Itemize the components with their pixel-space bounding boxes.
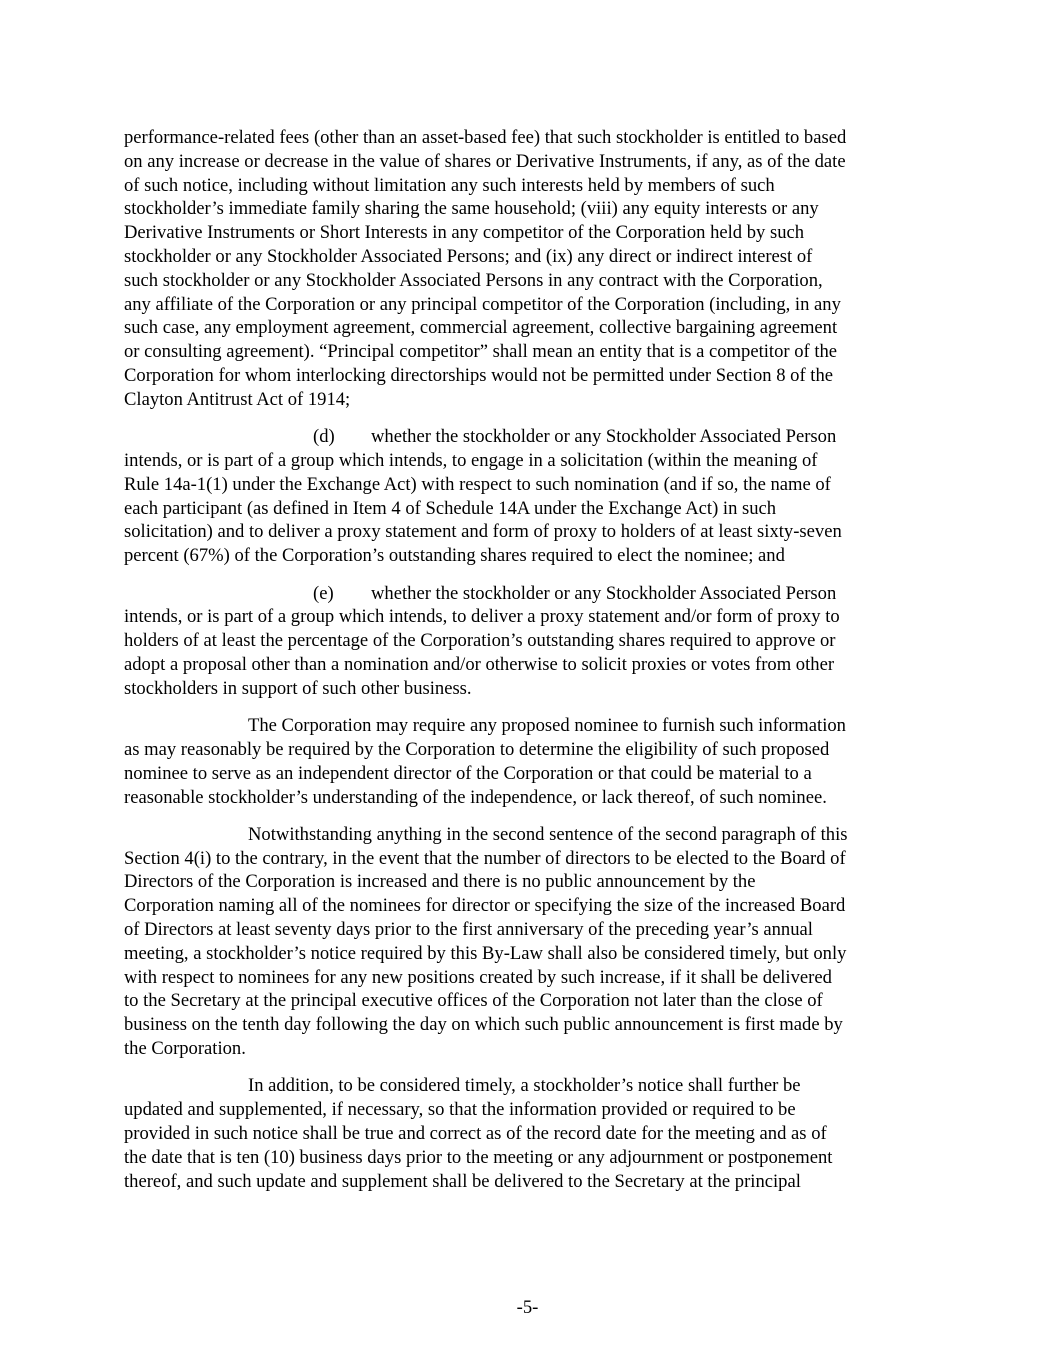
text-line: intends, or is part of a group which intends, to engage in a solicitation (within the meaning of [124,449,818,471]
text-line: nominee to serve as an independent director of the Corporation or that could be material to a [124,762,812,784]
text-line: the date that is ten (10) business days prior to the meeting or any adjournment or postponement [124,1146,833,1168]
paragraph-gap [124,701,930,715]
text-line: Corporation for whom interlocking directorships would not be permitted under Section 8 of the [124,364,833,386]
page-number: -5- [516,1297,539,1318]
text-line: reasonable stockholder’s understanding of the independence, or lack thereof, of such nominee. [124,786,827,808]
text-line: Rule 14a-1(1) under the Exchange Act) with respect to such nomination (and if so, the name of [124,473,831,495]
paragraph-lead-text: In addition, to be considered timely, a stockholder’s notice shall further be [248,1075,801,1097]
paragraph-nominee-information [124,714,930,809]
text-line: with respect to nominees for any new positions created by such increase, if it shall be delivered [124,966,832,988]
clause-lead-text: whether the stockholder or any Stockholder Associated Person [371,426,837,448]
text-line: Section 4(i) to the contrary, in the event that the number of directors to be elected to the Board of [124,847,846,869]
text-line: Corporation naming all of the nominees for director or specifying the size of the increased Board [124,895,846,917]
text-line: each participant (as defined in Item 4 of Schedule 14A under the Exchange Act) in such [124,497,777,519]
text-line: meeting, a stockholder’s notice required by this By-Law shall also be considered timely, but only [124,942,847,964]
paragraph-first-line [124,823,930,847]
text-line: performance-related fees (other than an asset-based fee) that such stockholder is entitled to based [124,127,847,148]
clause-marker: (d) [313,426,335,448]
paragraph-notwithstanding [124,823,930,1061]
clause-e [124,582,930,701]
clause-marker: (e) [313,582,334,604]
text-line: such case, any employment agreement, commercial agreement, collective bargaining agreement [124,317,838,339]
text-line: Directors of the Corporation is increased and there is no public announcement by the [124,871,756,893]
paragraph-gap [124,809,930,823]
text-line: adopt a proposal other than a nomination and/or otherwise to solicit proxies or votes from other [124,653,835,675]
text-line: of Directors at least seventy days prior to the first anniversary of the preceding year’s annual [124,919,813,941]
text-line: percent (67%) of the Corporation’s outstanding shares required to elect the nominee; and [124,545,785,567]
text-line: such stockholder or any Stockholder Associated Persons in any contract with the Corporation, [124,269,823,291]
text-line: as may reasonably be required by the Corporation to determine the eligibility of such proposed [124,738,830,760]
text-line: or consulting agreement). “Principal competitor” shall mean an entity that is a competitor of the [124,341,838,363]
clause-first-line [124,425,930,449]
text-line: Clayton Antitrust Act of 1914; [124,388,351,410]
paragraph-in-addition [124,1074,930,1193]
text-line: Derivative Instruments or Short Interests in any competitor of the Corporation held by such [124,222,805,244]
text-line: on any increase or decrease in the value of shares or Derivative Instruments, if any, as of the date [124,150,846,172]
paragraph-gap [124,412,930,426]
text-line: business on the tenth day following the day on which such public announcement is first made by [124,1014,843,1036]
text-line: of such notice, including without limitation any such interests held by members of such [124,174,775,196]
clause-first-line [124,582,930,606]
text-line: provided in such notice shall be true and correct as of the record date for the meeting and as of [124,1123,827,1145]
document-body [124,126,930,1193]
paragraph-lead-text: Notwithstanding anything in the second sentence of the second paragraph of this [248,823,848,845]
paragraph-continuation [124,126,930,412]
paragraph-gap [124,568,930,582]
text-line: the Corporation. [124,1038,246,1060]
paragraph-first-line [124,1074,930,1098]
text-line: holders of at least the percentage of the Corporation’s outstanding shares required to approve or [124,630,836,652]
text-line: solicitation) and to deliver a proxy statement and form of proxy to holders of at least sixty-seven [124,521,842,543]
text-line: stockholder or any Stockholder Associated Persons; and (ix) any direct or indirect interest of [124,245,813,267]
paragraph-gap [124,1061,930,1075]
text-line: any affiliate of the Corporation or any principal competitor of the Corporation (including, in any [124,293,841,315]
paragraph-first-line [124,714,930,738]
text-line: thereof, and such update and supplement shall be delivered to the Secretary at the principal [124,1170,801,1192]
text-line: to the Secretary at the principal executive offices of the Corporation not later than the close of [124,990,823,1012]
text-line: intends, or is part of a group which intends, to deliver a proxy statement and/or form of proxy to [124,606,840,628]
text-line: stockholder’s immediate family sharing the same household; (viii) any equity interests or any [124,198,819,220]
clause-d [124,425,930,568]
clause-lead-text: whether the stockholder or any Stockholder Associated Person [371,582,837,604]
text-line: updated and supplemented, if necessary, so that the information provided or required to be [124,1099,796,1121]
paragraph-lead-text: The Corporation may require any proposed nominee to furnish such information [248,715,846,737]
text-line: stockholders in support of such other business. [124,677,472,699]
